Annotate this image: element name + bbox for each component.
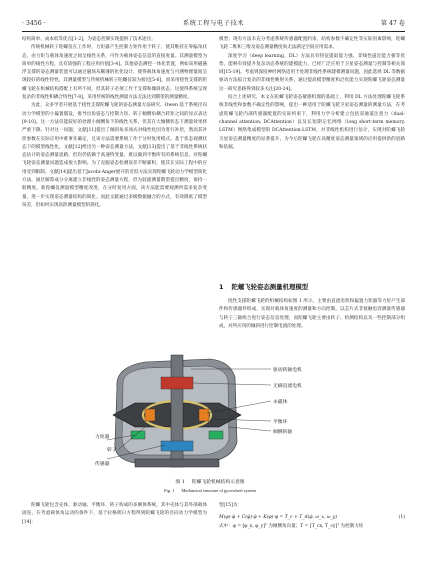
caption-number: 图 1 bbox=[175, 480, 185, 485]
running-header bbox=[22, 19, 405, 29]
paragraph: 结合上述研究，本文在陀螺飞轮姿态敏感机理的基础上，利用 DL 方法处理陀螺飞轮系统非线性和参数不确定性的影响，提出一种适用于陀螺飞轮卫星姿态测量的测量方法，在考虑陀螺飞轮内部传感器配置的实际约束下，利用力学分析建立包括双通道注意力（dual-channel attention, DCAttention）以及长短期记忆网络（long short-term memory, LSTM）网络集成模型的 DCAttention-LSTM，对非线性机构进行估计，实现对陀螺飞轮卫星姿态测量精度的显著提升，为今后陀螺飞轮在高精度姿态测量领域的应用提供新的思路和依据。 bbox=[219, 95, 405, 150]
figure-caption-en bbox=[0, 487, 427, 495]
caption-text-en: Mechanical structure of gyrowheel system bbox=[181, 488, 256, 493]
section-heading bbox=[219, 281, 405, 293]
label-tilt-axis: 倾侧转轴 bbox=[273, 430, 293, 435]
paragraph: 结构简单、成本低等优点[1-2]，为姿态控制实现提供了技术途径。 bbox=[22, 37, 156, 42]
paragraph: 传统机械转子陀螺仪在工作时，力矩器产生控制力矩作用于转子，使其维持在零偏角状态，由力矩与载体角速度之间呈线性关系，可作为载体姿态信息的直接度量。其测量模型为简单的线性方程，具有较强的工程应用价值[3-4]。其他姿态测控一体化装置，例如采用磁悬浮支撑的姿态测量装置可以通过磁场从稀薄的化化设计，使得载体角速度与可测物理量间呈现较好的线性特性。其测量模型与传统机械转子陀螺仪较为接近[5-6]，而采用挠性支撑的陀螺飞轮在机械结构搭配上有所不同，但其转子必须工作于支撑和倾斜状态，这使得系统呈现复杂的非线性和耦合特性[7-8]，采用传统的线性测量方法无法达到期望的测量精度。 bbox=[22, 45, 207, 101]
label-bldc-motor: 无刷直流电机 bbox=[273, 384, 302, 389]
paragraph: 型[15]为： bbox=[219, 503, 242, 508]
header-rule bbox=[22, 31, 405, 32]
volume-label: 第 47 卷 bbox=[380, 20, 405, 27]
label-magnet: 永磁体 bbox=[273, 400, 288, 405]
figure-caption-cn bbox=[0, 479, 427, 487]
magnet-shape bbox=[199, 409, 209, 421]
gyrowheel-diagram bbox=[95, 347, 335, 475]
paragraph: 陀螺飞轮包含壳体、驱动轴、平衡环、转子构成的多刚体系统。其中壳体与其外部载体固连，在考虑载体角运动的条件下，基于拉格朗日方程得到陀螺飞轮的径向动力学模型为[14]： bbox=[22, 503, 207, 525]
section-body bbox=[219, 298, 405, 331]
equation-body: M(φ)·φ̈ + C(φ̇)·φ̇ + K(φ)·φ = T_c + T_d(φ̇, ω_x, ω_y) bbox=[219, 515, 338, 521]
left-column bbox=[22, 36, 207, 210]
paragraph: 深度学习（deep learning，DL）方法具有特征提取能力强、非线性逼近能力强等优势，能够有效提升复杂动态系统的建模能力，已经广泛应用于卫星姿态测量与控制等相关领域[15-19]。考虑到深度神经网络适用于处理非线性系统建模测量问题，因此选择 DL 等数据驱动方法拟合复杂的非线性映射关系，通过提高模型精度和泛化能力实现陀螺飞轮姿态测量这一研究思路得到较多关注[20-24]。 bbox=[219, 53, 405, 92]
label-sensor: 传感器 bbox=[95, 462, 110, 467]
paragraph: 模型；现有方法未充分考虑系统传感器配置约束、结构参数不确定性等实际因素影响，陀螺飞轮二维和三维及姿态测量精度尚无法满足空间应用需求。 bbox=[219, 37, 405, 51]
base-shape bbox=[135, 459, 219, 467]
motor-coil-shape bbox=[161, 377, 193, 389]
right-column bbox=[219, 36, 405, 152]
label-drive-motor: 驱动转轴电机 bbox=[273, 368, 302, 373]
section-title: 陀螺飞轮姿态测量机理模型 bbox=[231, 283, 309, 291]
bottom-right-column bbox=[219, 502, 405, 531]
journal-title: 系统工程与电子技术 bbox=[182, 20, 245, 27]
page-number: · 3456 · bbox=[22, 20, 46, 27]
magnet-shape bbox=[145, 409, 155, 421]
caption-number-en: Fig. 1 bbox=[164, 488, 175, 493]
label-torquer: 力矩器 bbox=[95, 435, 110, 440]
bottom-left-column bbox=[22, 502, 207, 527]
equation-number: (1) bbox=[398, 515, 405, 521]
paragraph: 挠性支撑陀螺飞轮的机械结构如图 1 所示，主要由直流电机和偏置力矩器等力矩产生部件和传感器件组成，实现对载体角速度的测量和方向控制。以芯片式非接触电容测量传感器与转子三轴组合进行姿态信息处理，而陀螺飞轮主要由转子、检测结构以及一些控制部分组成，对所应用的倾斜进行控制电流的处理。 bbox=[219, 299, 405, 329]
paragraph: 式中：φ = [φ_x, φ_y]ᵀ 为倾侧角向量；T = [T_cx, T_cy]ᵀ 为控制力矩 bbox=[219, 523, 364, 529]
label-rotor: 转子 bbox=[107, 448, 117, 453]
paragraph: 为此，众多学者开展基于挠性支撑陀螺飞轮的姿态测量方法研究。Owen 基于系统径向动力学模型的小偏置假设，推导出角姿态与控制力矩，转子倾侧角耦合转矩之间的显式表达[9-10]。这一方法仅能较好的处理小倾侧角下的线性关系，但其在大倾侧状态下测量效果将严重下降。针对这一问题，文献[11]提出了倾斜角多项式对线性化因为进行补偿，然而其补偿参数在实际应用中难事先确定，且该方法需要系统工作于分时复用模式。基于状态观测状态下的模型线性化，文献[12]给出另一种姿态测量方法，文献[13]提出了基于非线性系统状态估计的姿态测量思路，但均仍依赖于高速特变量，难以做到平衡所有的系统信息，对陀螺飞轮姿态测量问题造成很大影响。为了克服姿态检测误差不断累积，使其在实际工程中的应用受到限制。文献[14]提出基于Jacobi-Anger展开的近似方法实现陀螺飞轮动力学模型简化方法，通过解算成分分离建立非线性的姿态测量方程，但为较旋测量期望提出精度，保持一般精度。新陀螺仪测量模型精度改进，在分时复用方面，该方法能需要观测所需多复杂变量，进一步实现姿态测量结构的简化。而此文献通过多级数据融合的方式，有效降低了模型误差，但如何实现高阶测量模型的简化。 bbox=[22, 103, 207, 208]
caption-text: 陀螺飞轮机械结构示意图 bbox=[191, 480, 245, 485]
equation-1 bbox=[219, 514, 405, 522]
sensor-plate-shape bbox=[161, 441, 193, 451]
torquer-shape bbox=[131, 431, 145, 439]
section-number: 1 bbox=[219, 283, 224, 291]
label-gimbal: 平衡环 bbox=[273, 420, 288, 425]
torquer-shape bbox=[209, 431, 223, 439]
figure-gyrowheel bbox=[95, 347, 335, 475]
